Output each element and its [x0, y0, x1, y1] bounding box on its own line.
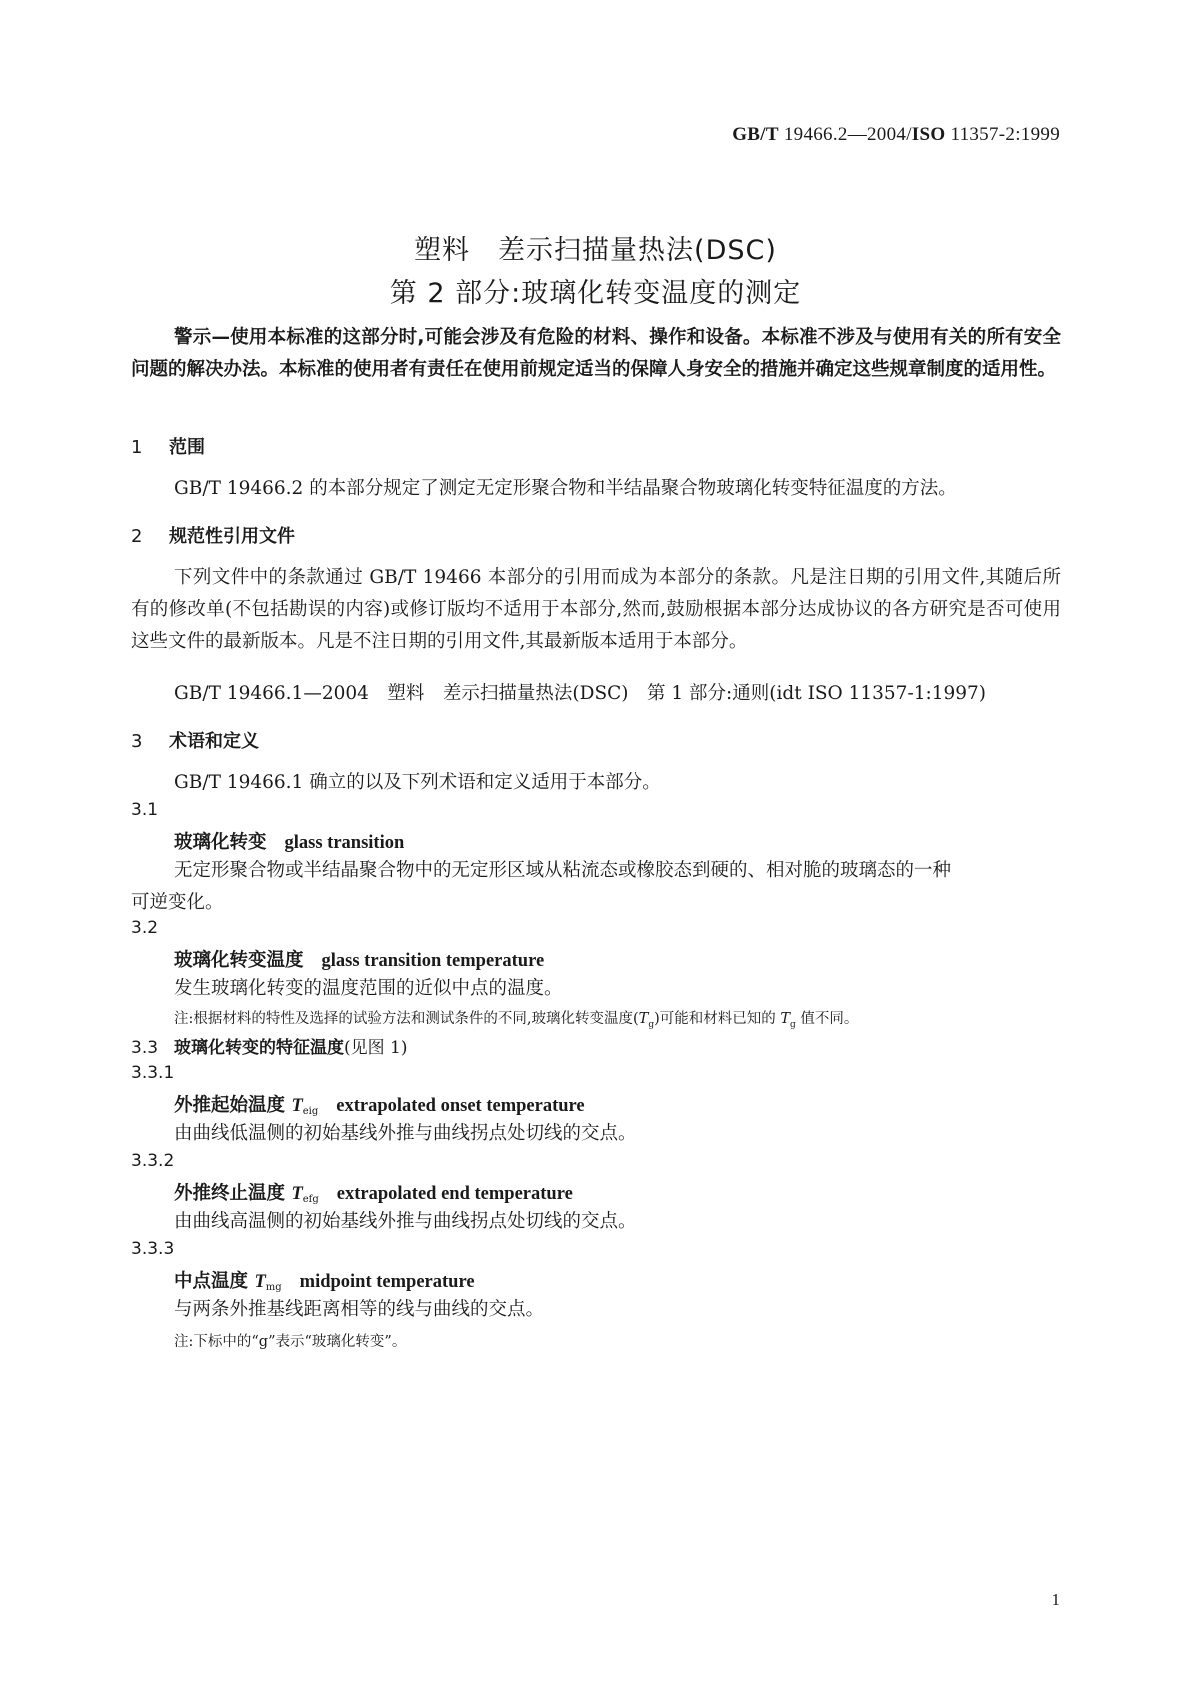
standard-code: GB/T 19466.2—2004/ISO 11357-2:1999: [732, 124, 1060, 145]
term-3-3-3: 中点温度 $T_{mg}$ midpoint temperature: [174, 1271, 475, 1293]
section-1-heading: 1 范围: [131, 437, 205, 458]
title-line-1: 塑料 差示扫描量热法(DSC): [414, 235, 777, 266]
definition-3-3-1: 由曲线低温侧的初始基线外推与曲线拐点处切线的交点。: [174, 1123, 637, 1144]
section-2-text: 下列文件中的条款通过 GB/T 19466 本部分的引用而成为本部分的条款。凡是注日期的引用文件,其随后所有的修改单(不包括勘误的内容)或修订版均不适用于本部分,然而,鼓励根据本部分达成协议的各方研究是否可使用这些文件的最新版本。凡是不注日期的引用文件,其最新版本适用于本部分。: [131, 567, 1061, 652]
page-number: 1: [1051, 1590, 1060, 1609]
section-3-heading: 3 术语和定义: [131, 731, 259, 752]
section-2-heading: 2 规范性引用文件: [131, 526, 295, 547]
clause-3-1-number: 3.1: [131, 800, 159, 820]
definition-3-3-2: 由曲线高温侧的初始基线外推与曲线拐点处切线的交点。: [174, 1211, 637, 1232]
definition-3-2: 发生玻璃化转变的温度范围的近似中点的温度。: [174, 978, 563, 999]
term-3-3-1: 外推起始温度 $T_{eig}$ extrapolated onset temperature: [174, 1095, 585, 1117]
clause-3-2-number: 3.2: [131, 918, 159, 938]
term-3-1: 玻璃化转变 glass transition: [174, 832, 405, 853]
section-3-intro: GB/T 19466.1 确立的以及下列术语和定义适用于本部分。: [174, 772, 661, 793]
warning-paragraph: 警示—使用本标准的这部分时,可能会涉及有危险的材料、操作和设备。本标准不涉及与使用有关的所有安全问题的解决办法。本标准的使用者有责任在使用前规定适当的保障人身安全的措施并确定这些规章制度的适用性。: [131, 327, 1061, 380]
term-3-3-2: 外推终止温度 $T_{efg}$ extrapolated end temperature: [174, 1183, 573, 1205]
definition-3-1: 无定形聚合物或半结晶聚合物中的无定形区域从粘流态或橡胶态到硬的、相对脆的玻璃态的一种 可逆变化。: [131, 860, 952, 913]
clause-3-3-1-number: 3.3.1: [131, 1063, 175, 1083]
clause-3-3-2-number: 3.3.2: [131, 1151, 175, 1171]
clause-3-3-3-number: 3.3.3: [131, 1239, 175, 1259]
note-3-3-3: 注:下标中的“g”表示“玻璃化转变”。: [174, 1334, 407, 1350]
term-3-2: 玻璃化转变温度 glass transition temperature: [174, 950, 545, 971]
section-1-text: GB/T 19466.2 的本部分规定了测定无定形聚合物和半结晶聚合物玻璃化转变特征温度的方法。: [174, 478, 957, 499]
note-3-2: 注:根据材料的特性及选择的试验方法和测试条件的不同,玻璃化转变温度$(T_g)$可能和材料已知的 $T_g$ 值不同。: [174, 1011, 859, 1030]
definition-3-3-3: 与两条外推基线距离相等的线与曲线的交点。: [174, 1299, 545, 1320]
normative-reference: GB/T 19466.1—2004 塑料 差示扫描量热法(DSC) 第 1 部分:通则(idt ISO 11357-1:1997): [174, 683, 986, 704]
clause-3-3: 3.3 玻璃化转变的特征温度(见图 1): [131, 1038, 408, 1058]
title-line-2: 第 2 部分:玻璃化转变温度的测定: [389, 278, 802, 309]
